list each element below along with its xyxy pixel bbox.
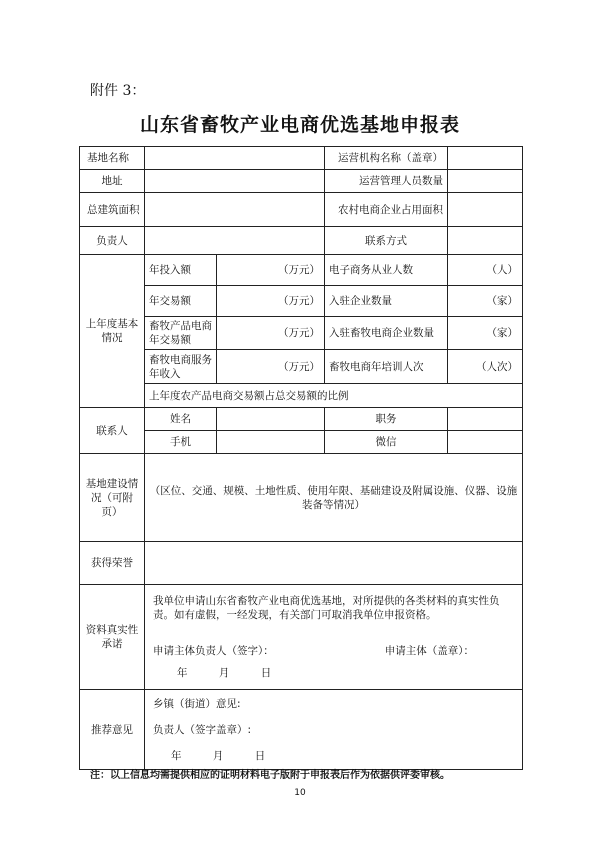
attachment-label: 附件 3： [90,83,146,99]
contact-position-label: 职务 [325,408,448,431]
annual-investment-unit[interactable]: （万元） [217,255,325,286]
row-contact-1 [80,408,523,431]
row-last-year-ratio [80,384,523,408]
construction-label: 基地建设情况（可附页） [80,454,145,542]
livestock-ecom-enterprises-unit[interactable]: （家） [448,317,523,350]
commitment-cell[interactable] [145,585,523,690]
honors-value[interactable] [145,542,523,585]
livestock-training-label: 畜牧电商年培训人次 [325,350,448,384]
row-last-year-3 [80,317,523,350]
livestock-service-income-unit[interactable]: （万元） [217,350,325,384]
recommendation-day: 日 [254,749,266,762]
commitment-seal-label: 申请主体（盖章）： [384,645,474,657]
total-area-value[interactable] [145,193,325,227]
commitment-label: 资料真实性承诺 [80,585,145,690]
row-area [80,193,523,227]
construction-hint[interactable]: （区位、交通、规模、土地性质、使用年限、基础建设及附属设施、仪器、设施装备等情况） [145,454,523,542]
row-recommendation [80,690,523,770]
commitment-date-line [153,666,514,680]
commitment-year: 年 [177,667,188,679]
livestock-ecom-enterprises-label: 入驻畜牧电商企业数量 [325,317,448,350]
commitment-text: 我单位申请山东省畜牧产业电商优选基地，对所提供的各类材料的真实性负责。如有虚假，一经发现，有关部门可取消我单位申报资格。 [153,595,500,621]
commitment-day: 日 [260,667,272,679]
annual-turnover-unit[interactable]: （万元） [217,286,325,317]
rural-ecom-area-value[interactable] [448,193,523,227]
livestock-ecom-turnover-unit[interactable]: （万元） [217,317,325,350]
contact-method-value[interactable] [448,227,523,255]
annual-investment-label: 年投入额 [145,255,217,286]
row-address [80,170,523,193]
operator-name-value[interactable] [448,147,523,170]
contact-phone-label: 手机 [145,431,217,454]
resident-enterprises-label: 入驻企业数量 [325,286,448,317]
livestock-training-unit[interactable]: （人次） [448,350,523,384]
contact-name-value[interactable] [217,408,325,431]
commitment-signer-label: 申请主体负责人（签字）： [153,645,274,657]
row-base-name [80,147,523,170]
contact-phone-value[interactable] [217,431,325,454]
total-area-label: 总建筑面积 [80,193,145,227]
honors-label: 获得荣誉 [80,542,145,585]
row-last-year-1 [80,255,523,286]
contact-position-value[interactable] [448,408,523,431]
ecom-employees-unit[interactable]: （人） [448,255,523,286]
commitment-month: 月 [218,667,230,679]
row-honors [80,542,523,585]
base-name-value[interactable] [145,147,325,170]
page-number: 10 [294,788,306,798]
annual-turnover-label: 年交易额 [145,286,217,317]
resident-enterprises-unit[interactable]: （家） [448,286,523,317]
base-name-label: 基地名称 [80,147,145,170]
ecom-employees-label: 电子商务从业人数 [325,255,448,286]
row-last-year-4 [80,350,523,384]
staff-count-label: 运营管理人员数量 [325,170,448,193]
row-commitment [80,585,523,690]
recommendation-year: 年 [171,749,182,762]
recommendation-cell[interactable] [145,690,523,770]
recommendation-date-line [153,749,514,763]
rural-ecom-area-label: 农村电商企业占用面积 [325,193,448,227]
address-label: 地址 [80,170,145,193]
operator-name-label: 运营机构名称（盖章） [325,147,448,170]
contact-label: 联系人 [80,408,145,454]
contact-wechat-label: 微信 [325,431,448,454]
commitment-signature-line [153,644,514,658]
person-in-charge-value[interactable] [145,227,325,255]
page-title: 山东省畜牧产业电商优选基地申报表 [139,114,460,136]
row-construction [80,454,523,542]
contact-wechat-value[interactable] [448,431,523,454]
livestock-ecom-turnover-label: 畜牧产品电商年交易额 [145,317,217,350]
recommendation-signer-label: 负责人（签字盖章）: [153,723,252,736]
township-opinion-label: 乡镇（街道）意见: [153,697,241,710]
agri-ecom-ratio-label[interactable]: 上年度农产品电商交易额占总交易额的比例 [145,384,523,408]
person-in-charge-label: 负责人 [80,227,145,255]
row-contact-2 [80,431,523,454]
contact-method-label: 联系方式 [325,227,448,255]
footer-note: 注：以上信息均需提供相应的证明材料电子版附于申报表后作为依据供评委审核。 [90,770,450,781]
row-person [80,227,523,255]
contact-name-label: 姓名 [145,408,217,431]
staff-count-value[interactable] [448,170,523,193]
recommendation-month: 月 [212,749,224,762]
last-year-label: 上年度基本情况 [80,255,145,408]
address-value[interactable] [145,170,325,193]
application-form-table [79,146,523,770]
livestock-service-income-label: 畜牧电商服务年收入 [145,350,217,384]
row-last-year-2 [80,286,523,317]
recommendation-label: 推荐意见 [80,690,145,770]
